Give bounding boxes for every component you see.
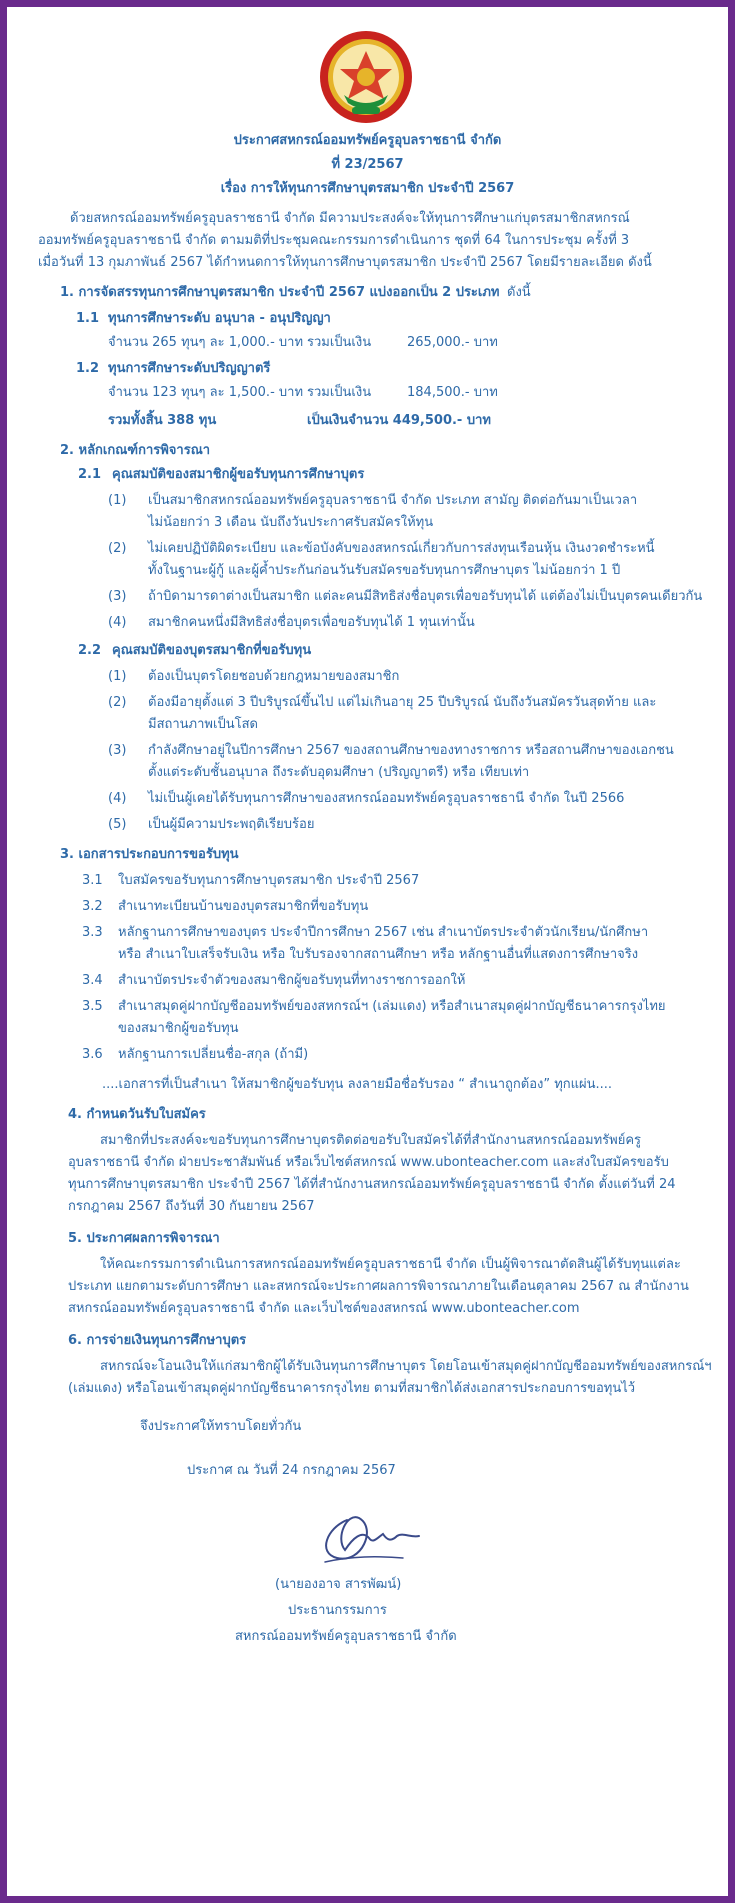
criteria-2-1-2-line-2: ทั้งในฐานะผู้กู้ และผู้ค้ำประกันก่อนวันรับสมัครขอรับทุนการศึกษาบุตร ไม่น้อยกว่า 1 ปี [148,563,621,578]
criteria-2-1-3-number: (3) [108,589,127,604]
document-3-3-number: 3.3 [82,925,103,940]
section-6-line-1: สหกรณ์จะโอนเงินให้แก่สมาชิกผู้ได้รับเงินทุนการศึกษาบุตร โดยโอนเข้าสมุดคู่ฝากบัญชีออมทรัพย์ของสหกรณ์ฯ [100,1359,712,1374]
criteria-2-2-5-number: (5) [108,817,127,832]
announcement-date: ประกาศ ณ วันที่ 24 กรกฎาคม 2567 [187,1463,396,1478]
document-3-5-number: 3.5 [82,999,103,1014]
announcement-title: ประกาศสหกรณ์ออมทรัพย์ครูอุบลราชธานี จำกัด [233,133,502,148]
intro-line-1: ด้วยสหกรณ์ออมทรัพย์ครูอุบลราชธานี จำกัด มีความประสงค์จะให้ทุนการศึกษาแก่บุตรสมาชิกสหกรณ์ [70,211,630,226]
item-1-2-total-label: รวมเป็นเงิน [307,385,372,400]
announcement-document [22,16,713,1886]
signer-name: (นายองอาจ สารพัฒน์) [275,1577,402,1592]
item-1-1-number: 1.1 [76,311,100,326]
criteria-2-1-1-number: (1) [108,493,127,508]
criteria-2-2-2-line-2: มีสถานภาพเป็นโสด [148,717,258,732]
signer-organization: สหกรณ์ออมทรัพย์ครูอุบลราชธานี จำกัด [235,1629,457,1644]
intro-line-2: ออมทรัพย์ครูอุบลราชธานี จำกัด ตามมติที่ประชุมคณะกรรมการดำเนินการ ชุดที่ 64 ในการประชุม ครั้งที่ 3 [38,233,630,248]
criteria-2-1-4-line-1: สมาชิกคนหนึ่งมีสิทธิส่งชื่อบุตรเพื่อขอรับทุนได้ 1 ทุนเท่านั้น [148,615,475,630]
document-3-1-number: 3.1 [82,873,103,888]
criteria-2-2-4-number: (4) [108,791,127,806]
criteria-2-1-2-line-1: ไม่เคยปฏิบัติผิดระเบียบ และข้อบังคับของสหกรณ์เกี่ยวกับการส่งทุนเรือนหุ้น เงินงวดชำระหนี้ [148,541,655,556]
item-1-1-total: 265,000.- บาท [407,335,498,350]
item-1-2-title: ทุนการศึกษาระดับปริญญาตรี [108,361,271,376]
section-6-line-2: (เล่มแดง) หรือโอนเข้าสมุดคู่ฝากบัญชีธนาคารกรุงไทย ตามที่สมาชิกได้ส่งเอกสารประกอบการขอทุนไว้ [68,1381,636,1396]
criteria-2-2-5-line-1: เป็นผู้มีความประพฤติเรียบร้อย [148,817,315,832]
signature-icon [307,1508,437,1568]
document-3-3-line-1: หลักฐานการศึกษาของบุตร ประจำปีการศึกษา 2567 เช่น สำเนาบัตรประจำตัวนักเรียน/นักศึกษา [118,925,649,940]
criteria-2-2-1-number: (1) [108,669,127,684]
section-6-heading: 6. การจ่ายเงินทุนการศึกษาบุตร [68,1333,247,1348]
item-1-2-total: 184,500.- บาท [407,385,498,400]
item-1-2-number: 1.2 [76,361,100,376]
section-5-line-2: ประเภท แยกตามระดับการศึกษา และสหกรณ์จะประกาศผลการพิจารณาภายในเดือนตุลาคม 2567 ณ สำนักงาน [68,1279,689,1294]
document-3-2-line-1: สำเนาทะเบียนบ้านของบุตรสมาชิกที่ขอรับทุน [118,899,369,914]
section-5-line-3: สหกรณ์ออมทรัพย์ครูอุบลราชธานี จำกัด และเว็บไซต์ของสหกรณ์ www.ubonteacher.com [68,1301,580,1316]
criteria-2-2-3-line-2: ตั้งแต่ระดับชั้นอนุบาล ถึงระดับอุดมศึกษา (ปริญญาตรี) หรือ เทียบเท่า [148,765,530,780]
signer-title: ประธานกรรมการ [288,1603,387,1618]
criteria-2-1-3-line-1: ถ้าบิดามารดาต่างเป็นสมาชิก แต่ละคนมีสิทธิส่งชื่อบุตรเพื่อขอรับทุนได้ แต่ต้องไม่เป็นบุตรคนเดียวกัน [148,589,703,604]
announcement-subject: เรื่อง การให้ทุนการศึกษาบุตรสมาชิก ประจำปี 2567 [220,181,515,196]
intro-line-3: เมื่อวันที่ 13 กุมภาพันธ์ 2567 ได้กำหนดการให้ทุนการศึกษาบุตรสมาชิก ประจำปี 2567 โดยมีรายละเอียด ดังนี้ [38,255,652,270]
document-3-4-line-1: สำเนาบัตรประจำตัวของสมาชิกผู้ขอรับทุนที่ทางราชการออกให้ [118,973,466,988]
criteria-2-2-2-line-1: ต้องมีอายุตั้งแต่ 3 ปีบริบูรณ์ขึ้นไป แต่ไม่เกินอายุ 25 ปีบริบูรณ์ นับถึงวันสมัครวันสุดท้าย และ [148,695,657,710]
document-3-6-number: 3.6 [82,1047,103,1062]
sub-2-2-title: คุณสมบัติของบุตรสมาชิกที่ขอรับทุน [112,643,312,658]
criteria-2-1-4-number: (4) [108,615,127,630]
section-4-heading: 4. กำหนดวันรับใบสมัคร [68,1107,206,1122]
sub-2-2-number: 2.2 [78,643,102,658]
section-2-heading: 2. หลักเกณฑ์การพิจารณา [60,443,211,458]
document-3-3-line-2: หรือ สำเนาใบเสร็จรับเงิน หรือ ใบรับรองจากสถานศึกษา หรือ หลักฐานอื่นที่แสดงการศึกษาจริง [118,947,639,962]
document-3-5-line-1: สำเนาสมุดคู่ฝากบัญชีออมทรัพย์ของสหกรณ์ฯ (เล่มแดง) หรือสำเนาสมุดคู่ฝากบัญชีธนาคารกรุงไทย [118,999,666,1014]
section-1-heading-suffix: ดังนี้ [507,285,531,300]
section-5-heading: 5. ประกาศผลการพิจารณา [68,1231,220,1246]
criteria-2-2-1-line-1: ต้องเป็นบุตรโดยชอบด้วยกฎหมายของสมาชิก [148,669,400,684]
item-1-1-title: ทุนการศึกษาระดับ อนุบาล - อนุปริญญา [108,311,331,326]
item-1-1-total-label: รวมเป็นเงิน [307,335,372,350]
criteria-2-2-3-line-1: กำลังศึกษาอยู่ในปีการศึกษา 2567 ของสถานศึกษาของทางราชการ หรือสถานศึกษาของเอกชน [148,743,674,758]
documents-note: ....เอกสารที่เป็นสำเนา ให้สมาชิกผู้ขอรับทุน ลงลายมือชื่อรับรอง “ สำเนาถูกต้อง” ทุกแผ่น.... [102,1077,613,1092]
document-3-2-number: 3.2 [82,899,103,914]
item-1-2-count: จำนวน 123 ทุนๆ ละ 1,500.- บาท [108,385,304,400]
section-4-line-4: กรกฎาคม 2567 ถึงวันที่ 30 กันยายน 2567 [68,1199,315,1214]
document-3-6-line-1: หลักฐานการเปลี่ยนชื่อ-สกุล (ถ้ามี) [118,1047,309,1062]
section-3-heading: 3. เอกสารประกอบการขอรับทุน [60,847,239,862]
closing-notice: จึงประกาศให้ทราบโดยทั่วกัน [140,1419,302,1434]
document-3-1-line-1: ใบสมัครขอรับทุนการศึกษาบุตรสมาชิก ประจำปี 2567 [118,873,420,888]
sub-2-1-number: 2.1 [78,467,102,482]
criteria-2-2-3-number: (3) [108,743,127,758]
section-5-line-1: ให้คณะกรรมการดำเนินการสหกรณ์ออมทรัพย์ครูอุบลราชธานี จำกัด เป็นผู้พิจารณาตัดสินผู้ได้รับทุนแต่ละ [100,1257,681,1272]
item-1-1-count: จำนวน 265 ทุนๆ ละ 1,000.- บาท [108,335,304,350]
document-3-5-line-2: ของสมาชิกผู้ขอรับทุน [118,1021,239,1036]
section-4-line-3: ทุนการศึกษาบุตรสมาชิก ประจำปี 2567 ได้ที่สำนักงานสหกรณ์ออมทรัพย์ครูอุบลราชธานี จำกัด ตั้งแต่วันที่ 24 [68,1177,676,1192]
section-4-line-1: สมาชิกที่ประสงค์จะขอรับทุนการศึกษาบุตรติดต่อขอรับใบสมัครได้ที่สำนักงานสหกรณ์ออมทรัพย์ครู [100,1133,642,1148]
criteria-2-2-4-line-1: ไม่เป็นผู้เคยได้รับทุนการศึกษาของสหกรณ์ออมทรัพย์ครูอุบลราชธานี จำกัด ในปี 2566 [148,791,625,806]
section-1-heading: 1. การจัดสรรทุนการศึกษาบุตรสมาชิก ประจำปี 2567 แบ่งออกเป็น 2 ประเภท [60,285,500,300]
grand-total-amount: เป็นเงินจำนวน 449,500.- บาท [307,413,491,428]
sub-2-1-title: คุณสมบัติของสมาชิกผู้ขอรับทุนการศึกษาบุตร [112,467,365,482]
section-4-line-2: อุบลราชธานี จำกัด ฝ่ายประชาสัมพันธ์ หรือเว็บไซต์สหกรณ์ www.ubonteacher.com และส่งใบสมัครขอรับ [68,1155,669,1170]
criteria-2-2-2-number: (2) [108,695,127,710]
grand-total-count: รวมทั้งสิ้น 388 ทุน [108,413,217,428]
criteria-2-1-2-number: (2) [108,541,127,556]
document-3-4-number: 3.4 [82,973,103,988]
cooperative-seal-icon [318,29,414,125]
criteria-2-1-1-line-2: ไม่น้อยกว่า 3 เดือน นับถึงวันประกาศรับสมัครให้ทุน [148,515,434,530]
criteria-2-1-1-line-1: เป็นสมาชิกสหกรณ์ออมทรัพย์ครูอุบลราชธานี จำกัด ประเภท สามัญ ติดต่อกันมาเป็นเวลา [148,493,638,508]
announcement-number: ที่ 23/2567 [331,157,404,172]
